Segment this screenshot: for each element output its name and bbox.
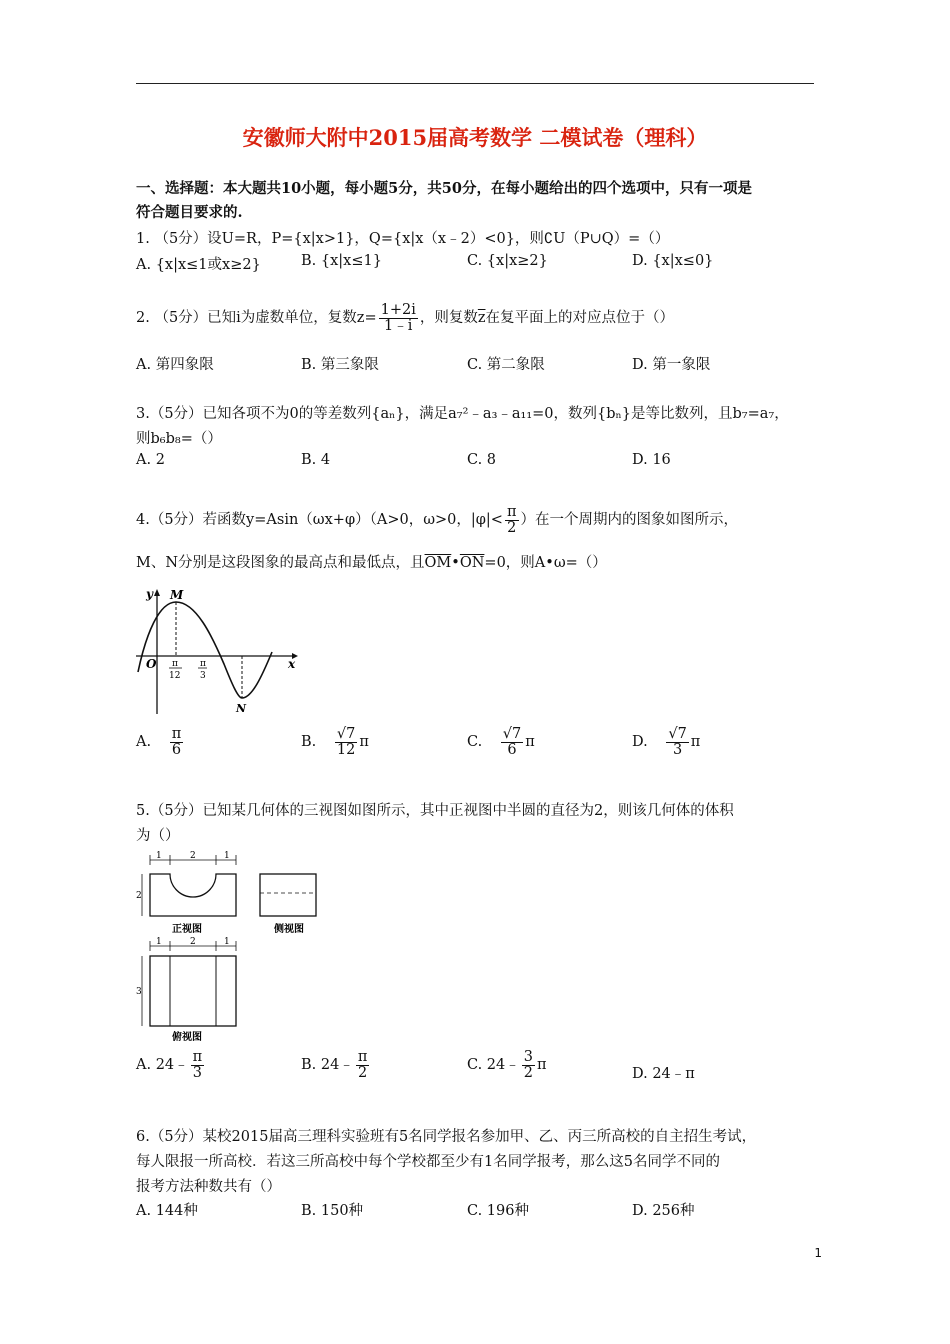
q4-d-tail: π xyxy=(690,734,701,750)
q4-d-frac xyxy=(666,727,688,757)
q5-option-a xyxy=(136,1050,206,1080)
question-5-line-2: 为（） xyxy=(136,828,180,844)
q5-option-d: D. 24﹣π xyxy=(632,1066,695,1082)
q6-option-a: A. 144种 xyxy=(136,1203,198,1219)
q5-a-label: A. 24﹣ xyxy=(136,1057,189,1073)
q4-b-num: √7 xyxy=(336,726,356,742)
q5-b-frac xyxy=(356,1050,370,1080)
top-dim-1-right: 1 xyxy=(224,937,230,947)
top-dim-2: 2 xyxy=(190,937,196,947)
question-6-line-1: 6.（5分）某校2015届高三理科实验班有5名同学报名参加甲、乙、丙三所高校的自主招生考试， xyxy=(136,1129,757,1145)
front-view-shape xyxy=(150,874,236,916)
q4-b-frac xyxy=(335,727,357,757)
q4-option-c xyxy=(467,727,535,757)
top-view-shape xyxy=(150,956,236,1026)
question-4-line-1 xyxy=(136,505,738,535)
q5-three-views xyxy=(134,850,334,1045)
q4-a-num: π xyxy=(171,726,182,742)
q4-option-a xyxy=(136,727,185,757)
q4-d-label: D. xyxy=(632,734,648,750)
q4-fraction xyxy=(505,505,519,535)
x-label: x xyxy=(288,657,296,671)
q4-c-den: 6 xyxy=(507,741,517,758)
q5-b-num: π xyxy=(357,1049,368,1065)
section-line-1: 一、选择题：本大题共10小题，每小题5分，共50分，在每小题给出的四个选项中，只有一项是 xyxy=(136,180,752,197)
q4-a-label: A. xyxy=(136,734,152,750)
q5-b-den: 2 xyxy=(357,1064,368,1081)
q5-b-label: B. 24﹣ xyxy=(301,1057,354,1073)
q2-zbar: $\overline{z}$ xyxy=(477,310,486,326)
q2-option-a: A. 第四象限 xyxy=(136,357,214,373)
q4-frac-den: 2 xyxy=(507,519,517,536)
front-height-label: 2 xyxy=(136,891,142,901)
q1-option-b: B. {x|x≤1} xyxy=(301,253,382,269)
m-label: M xyxy=(170,588,184,602)
front-view-label: 正视图 xyxy=(172,924,202,935)
q4-c-label: C. xyxy=(467,734,483,750)
q1-option-c: C. {x|x≥2} xyxy=(467,253,548,269)
question-6-line-3: 报考方法种数共有（） xyxy=(136,1179,281,1195)
q2-option-b: B. 第三象限 xyxy=(301,357,379,373)
question-5-line-1: 5.（5分）已知某几何体的三视图如图所示，其中正视图中半圆的直径为2，则该几何体的体积 xyxy=(136,803,734,819)
tick1-num: π xyxy=(172,659,178,669)
q4-a-den: 6 xyxy=(171,741,182,758)
q4-dot: • xyxy=(451,555,460,571)
question-1-stem: 1. （5分）设U=R，P={x|x>1}，Q={x|x（x﹣2）<0}，则∁U（P∪Q）=（） xyxy=(136,231,670,247)
q4-post: ）在一个周期内的图象如图所示， xyxy=(520,512,738,528)
q5-c-frac xyxy=(522,1050,535,1080)
q5-a-frac xyxy=(191,1050,205,1080)
top-dim-1-left: 1 xyxy=(156,937,162,947)
q3-option-a: A. 2 xyxy=(136,452,165,468)
q2-option-d: D. 第一象限 xyxy=(632,357,711,373)
y-axis-arrow xyxy=(154,589,160,596)
q2-post: 在复平面上的对应点位于（） xyxy=(485,310,674,326)
q2-pre: 2. （5分）已知i为虚数单位，复数z= xyxy=(136,310,377,326)
q2-frac-num: 1+2i xyxy=(380,302,416,318)
top-height-label: 3 xyxy=(136,987,142,997)
question-6-line-2: 每人限报一所高校．若这三所高校中每个学校都至少有1名同学报考，那么这5名同学不同的 xyxy=(136,1154,720,1170)
question-3-line-1: 3.（5分）已知各项不为0的等差数列{aₙ}，满足a₇²﹣a₃﹣a₁₁=0，数列{bₙ}是等比数列，且b₇=a₇， xyxy=(136,406,789,422)
q4-a-frac xyxy=(170,727,184,757)
q3-option-d: D. 16 xyxy=(632,452,671,468)
q2-mid: ，则复数 xyxy=(419,310,478,326)
q5-option-c xyxy=(467,1050,547,1080)
q5-c-den: 2 xyxy=(523,1064,533,1081)
q5-option-b xyxy=(301,1050,371,1080)
q2-option-c: C. 第二象限 xyxy=(467,357,545,373)
tick2-den: 3 xyxy=(200,671,206,681)
y-label: y xyxy=(146,587,153,601)
top-view-label: 俯视图 xyxy=(172,1032,202,1043)
q5-c-tail: π xyxy=(536,1057,547,1073)
q3-option-b: B. 4 xyxy=(301,452,331,468)
q4-b-label: B. xyxy=(301,734,317,750)
q2-fraction xyxy=(379,303,418,333)
q4-b-tail: π xyxy=(359,734,369,750)
front-dim-1-left: 1 xyxy=(156,851,162,861)
question-3-line-2: 则b₆b₈=（） xyxy=(136,431,222,447)
q4-option-b xyxy=(301,727,369,757)
q5-a-den: 3 xyxy=(192,1064,203,1081)
q4-c-num: √7 xyxy=(502,726,522,742)
q4-vector-om: $\overline{OM}$ xyxy=(424,555,452,571)
tick1-den: 12 xyxy=(169,671,181,681)
q4-c-frac xyxy=(501,727,523,757)
front-dim-2: 2 xyxy=(190,851,196,861)
q6-option-c: C. 196种 xyxy=(467,1203,529,1219)
header-rule xyxy=(136,83,814,84)
q5-c-num: 3 xyxy=(523,1049,533,1065)
q2-frac-den: 1﹣i xyxy=(384,317,413,334)
page-number: 1 xyxy=(814,1246,822,1260)
front-dim-1-right: 1 xyxy=(224,851,230,861)
q4-line2-pre: M、N分别是这段图象的最高点和最低点，且 xyxy=(136,555,425,571)
tick2-num: π xyxy=(200,659,206,669)
q4-vector-on: $\overline{ON}$ xyxy=(459,555,485,571)
q6-option-b: B. 150种 xyxy=(301,1203,364,1219)
side-view-label: 侧视图 xyxy=(274,924,304,935)
q4-c-tail: π xyxy=(525,734,535,750)
q5-a-num: π xyxy=(192,1049,203,1065)
q4-sine-graph xyxy=(134,584,304,719)
q6-option-d: D. 256种 xyxy=(632,1203,695,1219)
q3-option-c: C. 8 xyxy=(467,452,497,468)
q4-option-d xyxy=(632,727,700,757)
q1-option-d: D. {x|x≤0} xyxy=(632,253,714,269)
side-view-shape xyxy=(260,874,316,916)
q4-d-den: 3 xyxy=(672,741,683,758)
q4-line2-post: =0，则A•ω=（） xyxy=(484,555,607,571)
q4-frac-num: π xyxy=(506,504,517,520)
q4-d-num: √7 xyxy=(668,726,687,742)
origin-label: O xyxy=(146,657,157,671)
sine-curve xyxy=(138,602,272,698)
q1-option-a: A. {x|x≤1或x≥2} xyxy=(136,257,261,273)
n-label: N xyxy=(236,702,247,715)
section-heading xyxy=(136,177,752,225)
q5-c-label: C. 24﹣ xyxy=(467,1057,520,1073)
question-4-line-2 xyxy=(136,551,607,572)
question-2-stem xyxy=(136,303,674,333)
q4-b-den: 12 xyxy=(336,741,356,758)
page-title: 安徽师大附中2015届高考数学 二模试卷（理科） xyxy=(242,125,708,150)
q4-pre: 4.（5分）若函数y=Asin（ωx+φ）（A>0，ω>0，|φ|< xyxy=(136,512,503,528)
section-line-2: 符合题目要求的. xyxy=(136,204,243,221)
